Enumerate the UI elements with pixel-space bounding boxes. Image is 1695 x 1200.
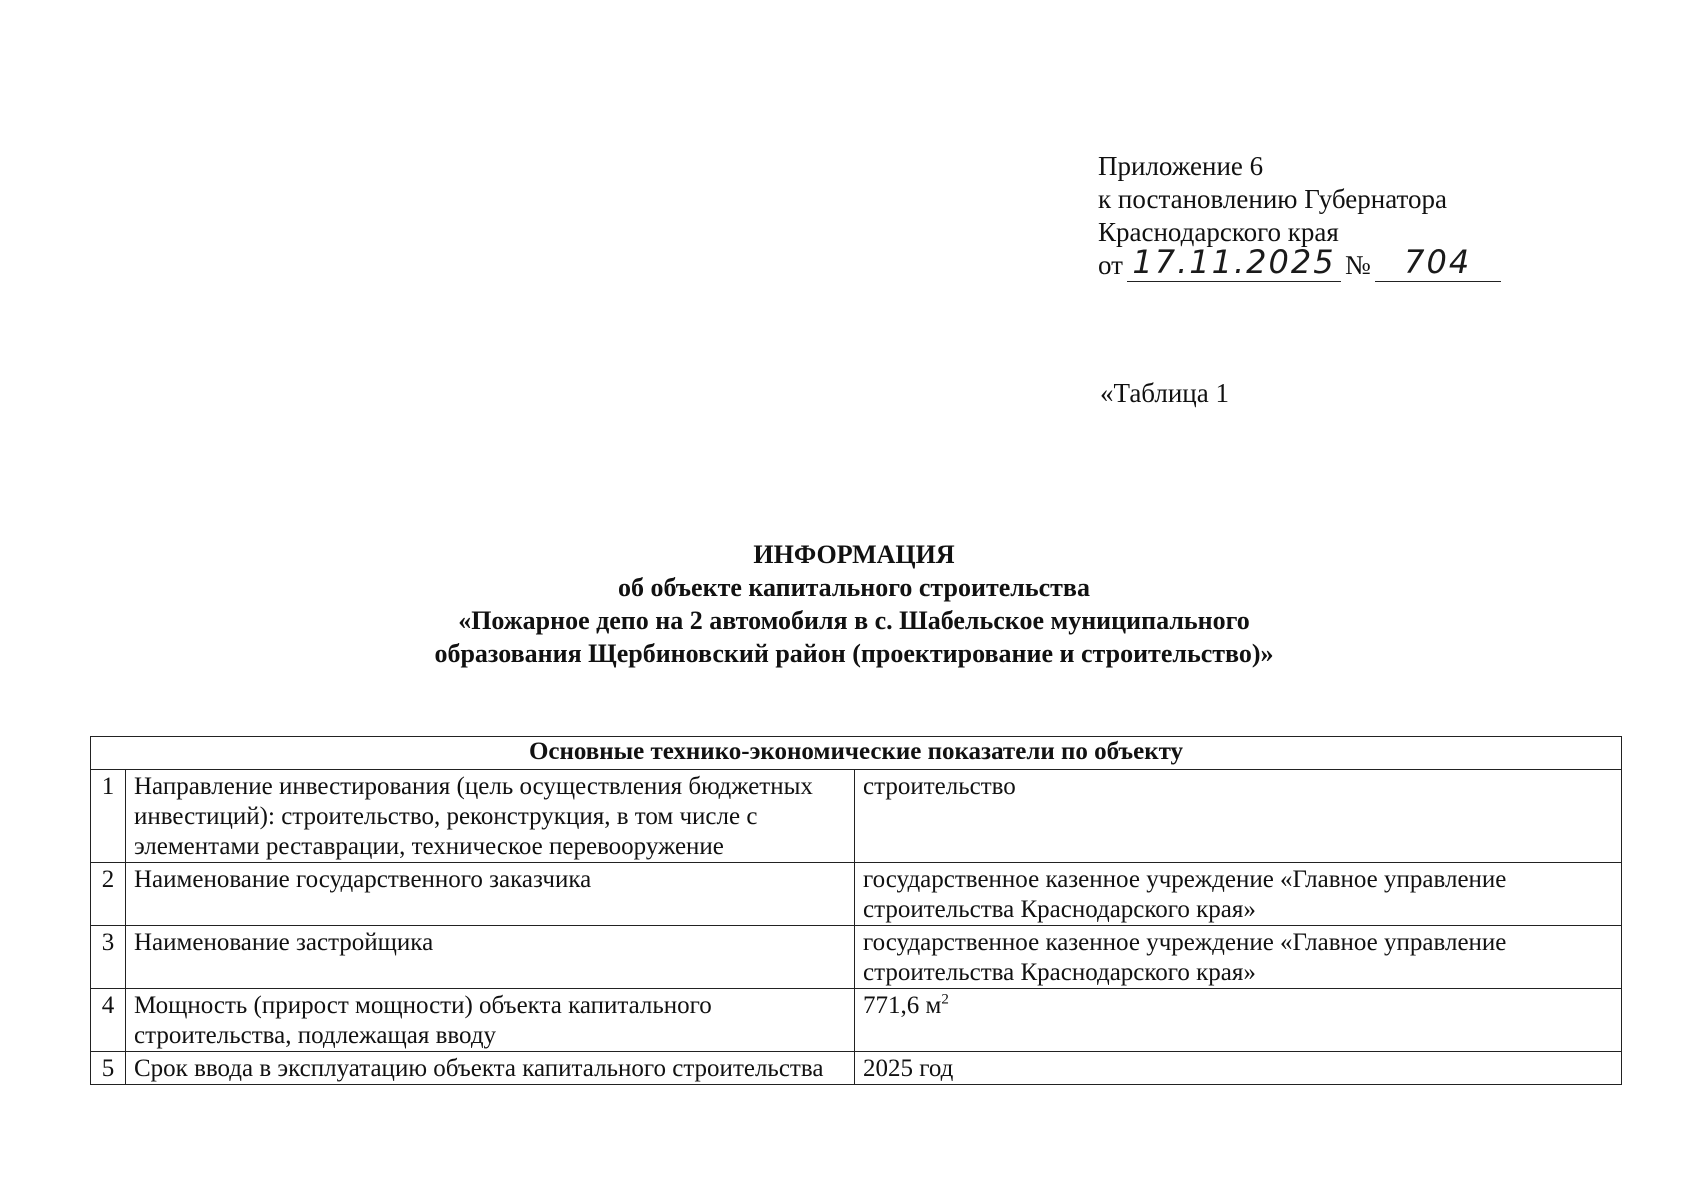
capacity-value: 771,6 м [863, 992, 942, 1019]
heading-title: ИНФОРМАЦИЯ [753, 540, 955, 569]
indicator-value: 2025 год [855, 1052, 1622, 1085]
heading-object-name-line2: образования Щербиновский район (проектирование и строительство)» [434, 639, 1274, 668]
handwritten-date: 17.11.2025 [1132, 243, 1336, 281]
square-superscript: 2 [941, 991, 949, 1008]
indicator-value: государственное казенное учреждение «Главное управление строительства Краснодарского края» [855, 926, 1622, 989]
table-header: Основные технико-экономические показатели по объекту [91, 737, 1622, 770]
row-number: 2 [91, 863, 126, 926]
from-label: от [1098, 250, 1123, 280]
order-date-number-line [1098, 243, 1501, 282]
heading-object-name-line1: «Пожарное депо на 2 автомобиля в с. Шабельское муниципального [458, 606, 1250, 635]
indicator-value [855, 989, 1622, 1052]
indicator-value: государственное казенное учреждение «Главное управление строительства Краснодарского края» [855, 863, 1622, 926]
indicator-value: строительство [855, 770, 1622, 863]
row-number: 4 [91, 989, 126, 1052]
table-row [91, 989, 1622, 1052]
row-number: 3 [91, 926, 126, 989]
indicator-name: Наименование государственного заказчика [126, 863, 855, 926]
table-label: «Таблица 1 [1100, 378, 1229, 408]
indicator-name: Наименование застройщика [126, 926, 855, 989]
table-row [91, 770, 1622, 863]
row-number: 5 [91, 1052, 126, 1085]
heading-subtitle: об объекте капитального строительства [618, 573, 1090, 602]
number-label: № [1344, 250, 1371, 280]
row-number: 1 [91, 770, 126, 863]
indicator-name: Мощность (прирост мощности) объекта капитального строительства, подлежащая вводу [126, 989, 855, 1052]
date-field [1127, 243, 1341, 282]
indicator-name: Направление инвестирования (цель осуществления бюджетных инвестиций): строительство, реконструкция, в том числе с элементами реставрации, техническое перевооружение [126, 770, 855, 863]
handwritten-number: 704 [1404, 243, 1472, 281]
number-field [1375, 243, 1501, 282]
table-header-row [91, 737, 1622, 770]
table-row [91, 1052, 1622, 1085]
appendix-title: Приложение 6 [1098, 151, 1264, 181]
indicators-table [90, 736, 1622, 1085]
appendix-block [1098, 150, 1501, 282]
table-row [91, 926, 1622, 989]
table-row [91, 863, 1622, 926]
appendix-resolution-line: к постановлению Губернатора [1098, 184, 1447, 214]
appendix-region-line: Краснодарского края [1098, 217, 1339, 247]
indicator-name: Срок ввода в эксплуатацию объекта капитального строительства [126, 1052, 855, 1085]
document-heading [0, 538, 1695, 670]
